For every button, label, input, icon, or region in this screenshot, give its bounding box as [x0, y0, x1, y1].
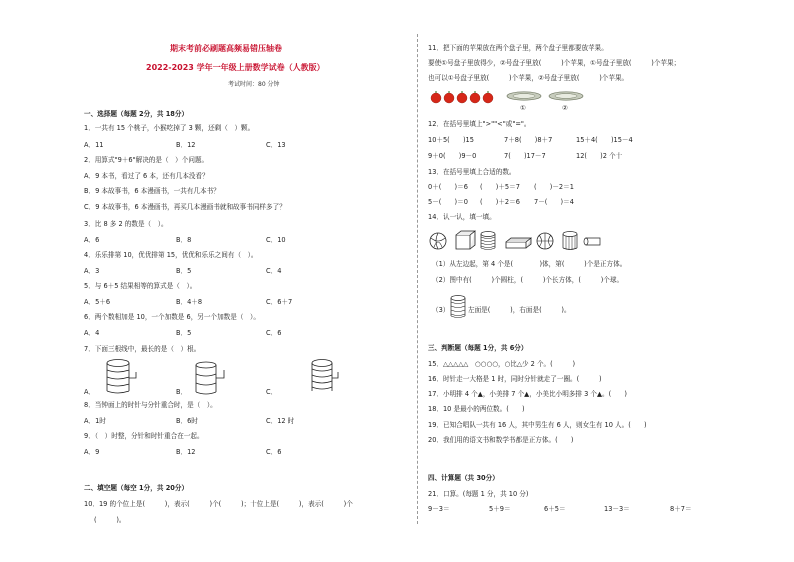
question-21: 21．口算。(每题 1 分，共 10 分): [428, 490, 529, 498]
question-14-part-1: （1）从左边起，第 4 个是( )体，第( )个是正方体。: [432, 260, 627, 268]
question-8: 8．当钟面上的时针与分针重合时，是（ ）。: [84, 401, 217, 409]
question-14: 14．认一认，填一填。: [428, 213, 496, 221]
section-judge-title: 三、判断题（每题 1分，共 6分）: [428, 344, 528, 352]
q6-option-b: B．5: [176, 329, 192, 337]
q1-option-a: A．11: [84, 141, 104, 149]
q21-item-2: 5＋9＝: [489, 505, 511, 513]
ball-icon: [430, 233, 446, 249]
q8-option-b: B．6时: [176, 417, 198, 425]
exam-time: 考试时间：80 分钟: [228, 81, 280, 88]
question-11-part-b: 也可以①号盘子里放( )个苹果，②号盘子里放( )个苹果。: [428, 74, 629, 82]
section-choice-title: 一、选择题（每题 2分，共 18分）: [84, 110, 189, 118]
q12-item-4: 9＋0( )9－0: [428, 152, 477, 160]
question-17: 17．小明排 4 个▲，小美排 7 个▲，小美比小明多排 3 个▲。( ): [428, 390, 627, 398]
question-14-part-3-label: （3）: [432, 306, 450, 314]
q8-option-c: C．12 时: [266, 417, 295, 425]
brick-icon: [506, 238, 531, 248]
q6-option-c: C．6: [266, 329, 282, 337]
q2-option-a: A．9 本书，看过了 6 本，还有几本没看？: [84, 172, 209, 180]
question-9: 9．（ ）时整，分针和时针重合在一起。: [84, 432, 204, 440]
q13-item-2: ( )＋5＝7: [480, 183, 520, 191]
q7-option-c: C．: [266, 388, 278, 396]
q13-item-3: ( )－2＝1: [534, 183, 574, 191]
q13-item-4: 5－( )＝0: [428, 198, 468, 206]
question-10-continued: ( )。: [94, 516, 126, 524]
coil-figure-c: [306, 358, 356, 398]
question-2: 2．用算式"9＋6"解决的是（ ）个问题。: [84, 156, 209, 164]
coin-stack-small-icon: [448, 294, 468, 320]
q13-item-5: ( )＋2＝6: [480, 198, 520, 206]
question-18: 18．10 是最小的两位数。( ): [428, 405, 525, 413]
cube-icon: [456, 231, 475, 249]
question-3: 3．比 8 多 2 的数是（ ）。: [84, 220, 168, 228]
plate-1-icon: [506, 91, 542, 101]
q7-option-b: B．: [176, 388, 188, 396]
question-15: 15．△△△△△ ○○○○，○比△少 2 个。( ): [428, 360, 576, 368]
exam-subtitle: 2022-2023 学年一年级上册数学试卷（人教版）: [146, 63, 325, 72]
question-16: 16．时针走一大格是 1 时，同时分针就走了一圈。( ): [428, 375, 602, 383]
q3-option-c: C．10: [266, 236, 286, 244]
q12-item-1: 10＋5( )15: [428, 136, 474, 144]
section-fill-title: 二、填空题（每空 1分，共 20分）: [84, 484, 189, 492]
solid-shapes-row: [428, 228, 608, 252]
q13-item-6: 7－( )＝4: [534, 198, 574, 206]
q7-option-a: A．: [84, 388, 96, 396]
section-calc-title: 四、计算题（共 30分）: [428, 474, 499, 482]
question-13: 13．在括号里填上合适的数。: [428, 168, 516, 176]
q12-item-2: 7＋8( )8＋7: [504, 136, 553, 144]
coil-figure-a: [96, 358, 146, 398]
q13-item-1: 0＋( )＝6: [428, 183, 468, 191]
q8-option-a: A．1时: [84, 417, 106, 425]
question-10: 10．19 的个位上是( )，表示( )个( )；十位上是( )，表示( )个: [84, 500, 353, 508]
q12-item-5: 7( )17－7: [504, 152, 546, 160]
question-6: 6．两个数相加是 10，一个加数是 6，另一个加数是（ ）。: [84, 313, 260, 321]
question-7: 7．下面三根线中，最长的是（ ）根。: [84, 345, 201, 353]
q3-option-a: A．6: [84, 236, 100, 244]
question-12: 12．在括号里填上">""<"或"="。: [428, 120, 531, 128]
q5-option-b: B．4＋8: [176, 298, 203, 306]
q21-item-5: 8＋7＝: [670, 505, 692, 513]
q9-option-a: A．9: [84, 448, 100, 456]
question-14-part-2: （2）图中有( )个圆柱，( )个长方体，( )个球。: [432, 276, 624, 284]
q21-item-3: 6＋5＝: [544, 505, 566, 513]
question-1: 1．一共有 15 个桃子，小猴吃掉了 3 颗，还剩（ ）颗。: [84, 124, 255, 132]
q9-option-c: C．6: [266, 448, 282, 456]
q4-option-b: B．5: [176, 267, 192, 275]
q2-option-c: C．9 本故事书，6 本漫画书，再买几本漫画书就和故事书同样多了？: [84, 203, 286, 211]
q12-item-3: 15＋4( )15－4: [576, 136, 633, 144]
question-11-part-a: 要使①号盘子里放得少，②号盘子里放( )个苹果，①号盘子里放( )个苹果；: [428, 59, 681, 67]
column-divider: [417, 34, 418, 524]
q21-item-1: 9－3＝: [428, 505, 450, 513]
q9-option-b: B．12: [176, 448, 196, 456]
q1-option-b: B．12: [176, 141, 196, 149]
apples-image: [430, 90, 496, 104]
q4-option-a: A．3: [84, 267, 100, 275]
question-11: 11．把下面的苹果放在两个盘子里，两个盘子里都要放苹果。: [428, 44, 608, 52]
q2-option-b: B．9 本故事书，6 本漫画书，一共有几本书？: [84, 187, 220, 195]
coin-stack-icon: [481, 232, 495, 250]
question-5: 5．与 6＋5 结果相等的算式是（ ）。: [84, 282, 197, 290]
q4-option-c: C．4: [266, 267, 282, 275]
plate-2-icon: [548, 91, 584, 101]
question-14-part-3: 左面是( )，右面是( )。: [468, 306, 571, 314]
cylinder-icon: [563, 232, 577, 251]
question-19: 19．已知合唱队一共有 16 人，其中男生有 6 人，则女生有 10 人。( ): [428, 421, 647, 429]
q5-option-c: C．6＋7: [266, 298, 293, 306]
q3-option-b: B．8: [176, 236, 192, 244]
question-20: 20．我们用的语文书和数学书都是正方体。( ): [428, 436, 574, 444]
coil-figure-b: [186, 360, 236, 400]
q21-item-4: 13－3＝: [604, 505, 630, 513]
exam-title: 期末考前必刷题高频易错压轴卷: [170, 44, 282, 53]
plate-1-label: ①: [520, 104, 526, 112]
q1-option-c: C．13: [266, 141, 286, 149]
basketball-icon: [537, 233, 553, 249]
question-4: 4．乐乐排第 10，优优排第 15，优优和乐乐之间有（ ）。: [84, 251, 258, 259]
plate-2-label: ②: [562, 104, 568, 112]
q5-option-a: A．5＋6: [84, 298, 111, 306]
small-cylinder-icon: [584, 238, 600, 245]
q12-item-6: 12( )2 个十: [576, 152, 623, 160]
q6-option-a: A．4: [84, 329, 100, 337]
